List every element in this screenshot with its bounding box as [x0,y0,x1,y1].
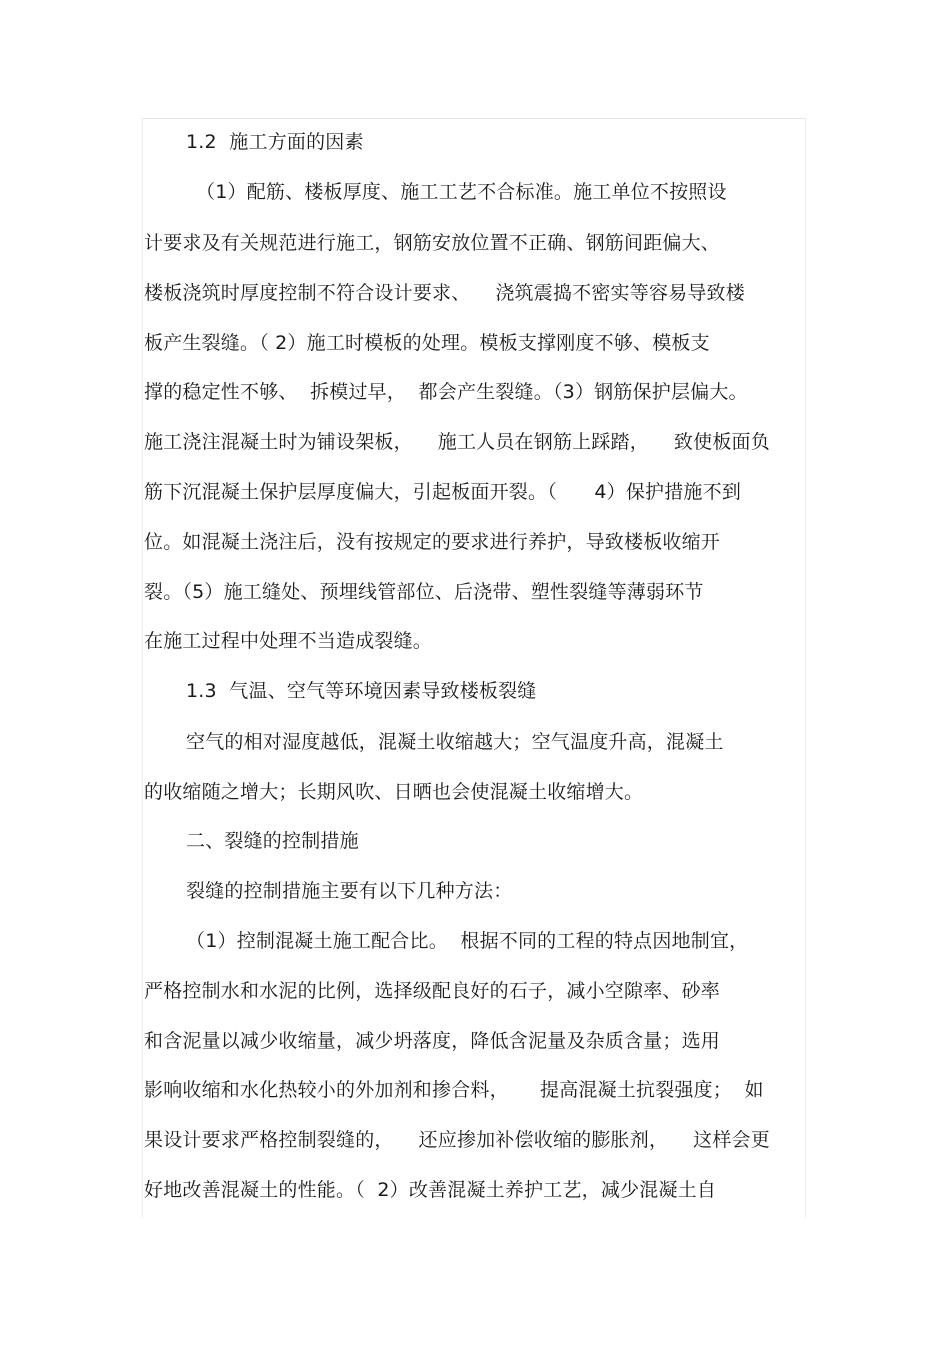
paragraph-line: 计要求及有关规范进行施工，钢筋安放位置不正确、钢筋间距偏大、 [144,232,721,254]
paragraph-line: 的收缩随之增大；长期风吹、日晒也会使混凝土收缩增大。 [144,781,644,803]
paragraph-line: 位。如混凝土浇注后，没有按规定的要求进行养护，导致楼板收缩开 [144,531,721,553]
paragraph-line: 楼板浇筑时厚度控制不符合设计要求、 浇筑震捣不密实等容易导致楼 [144,282,745,304]
paragraph-line: 果设计要求严格控制裂缝的， 还应掺加补偿收缩的膨胀剂， 这样会更 [144,1129,770,1151]
section-heading-1-2: 1.2 施工方面的因素 [186,131,364,153]
paragraph-line: 空气的相对湿度越低，混凝土收缩越大；空气温度升高，混凝土 [186,731,724,753]
paragraph-line: 在施工过程中处理不当造成裂缝。 [144,630,433,652]
paragraph-line: （1）控制混凝土施工配合比。 根据不同的工程的特点因地制宜， [186,930,749,952]
paragraph-line: 裂。（5）施工缝处、预埋线管部位、后浇带、塑性裂缝等薄弱环节 [144,581,704,603]
paragraph-line: 和含泥量以减少收缩量，减少坍落度，降低含泥量及杂质含量；选用 [144,1030,721,1052]
paragraph-line: 施工浇注混凝土时为铺设架板， 施工人员在钢筋上踩踏， 致使板面负 [144,431,770,453]
section-heading-1-3: 1.3 气温、空气等环境因素导致楼板裂缝 [186,680,537,702]
paragraph-line: 好地改善混凝土的性能。（ 2）改善混凝土养护工艺，减少混凝土自 [144,1179,717,1201]
paragraph-line: 裂缝的控制措施主要有以下几种方法： [186,880,513,902]
paragraph-line: （1）配筋、楼板厚度、施工工艺不合标准。施工单位不按照设 [196,181,727,203]
paragraph-line: 撑的稳定性不够、 拆模过早， 都会产生裂缝。（3）钢筋保护层偏大。 [144,381,748,403]
paragraph-line: 严格控制水和水泥的比例，选择级配良好的石子，减小空隙率、砂率 [144,980,721,1002]
paragraph-line: 影响收缩和水化热较小的外加剂和掺合料， 提高混凝土抗裂强度； 如 [144,1079,764,1101]
section-heading-2: 二、裂缝的控制措施 [186,830,359,852]
paragraph-line: 板产生裂缝。（ 2）施工时模板的处理。模板支撑刚度不够、模板支 [144,332,710,354]
paragraph-line: 筋下沉混凝土保护层厚度偏大，引起板面开裂。（ 4）保护措施不到 [144,481,742,503]
